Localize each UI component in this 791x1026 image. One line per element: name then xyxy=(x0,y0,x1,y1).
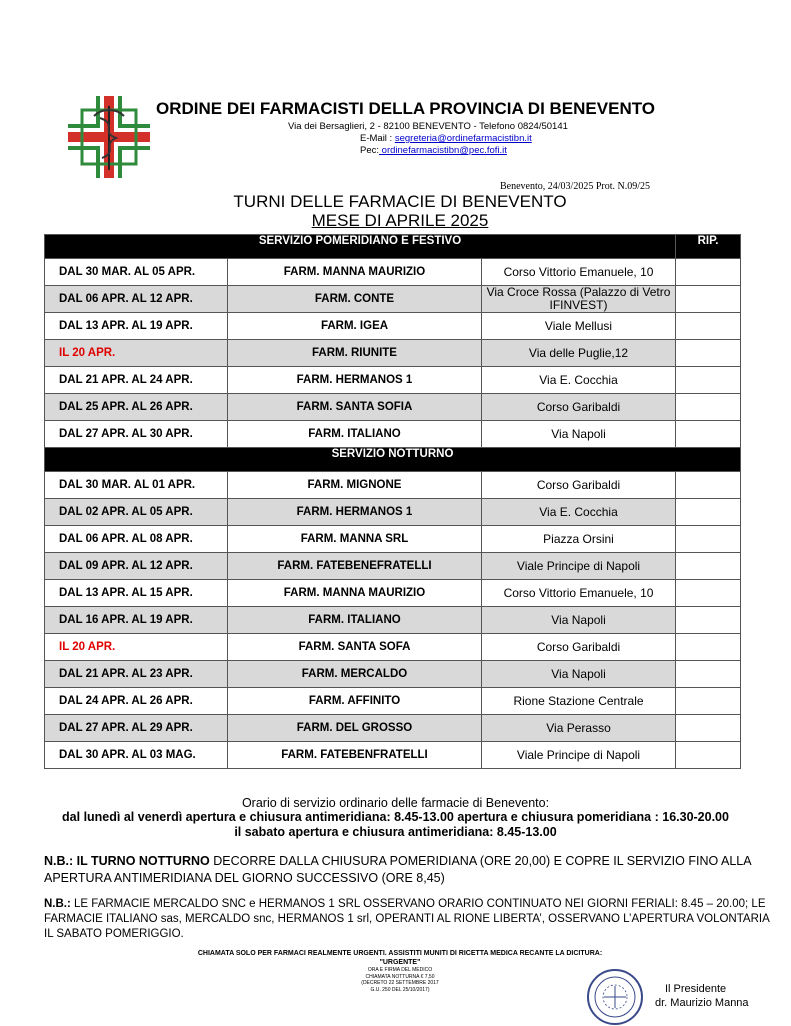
pharmacy-address: Piazza Orsini xyxy=(482,526,676,553)
table-row xyxy=(45,499,741,526)
decreto: (DECRETO 22 SETTEMBRE 2017 xyxy=(361,980,439,986)
document-title: TURNI DELLE FARMACIE DI BENEVENTO xyxy=(233,192,567,211)
rip-cell xyxy=(676,607,741,634)
pharmacy-address: Corso Vittorio Emanuele, 10 xyxy=(482,580,676,607)
pharmacy-address: Via Napoli xyxy=(482,607,676,634)
pharmacy-name: FARM. MANNA MAURIZIO xyxy=(228,259,482,286)
rip-cell xyxy=(676,742,741,769)
pharmacy-address: Via E. Cocchia xyxy=(482,499,676,526)
table-row xyxy=(45,715,741,742)
rip-cell xyxy=(676,499,741,526)
gazzetta: G.U. 250 DEL 25/10/2017) xyxy=(370,986,430,993)
section-title: SERVIZIO POMERIDIANO E FESTIVO xyxy=(45,235,676,259)
rip-cell xyxy=(676,340,741,367)
turno-date: DAL 06 APR. AL 08 APR. xyxy=(45,526,228,553)
pharmacy-name: FARM. CONTE xyxy=(228,286,482,313)
rip-cell xyxy=(676,580,741,607)
turno-date: DAL 06 APR. AL 12 APR. xyxy=(45,286,228,313)
rip-cell xyxy=(676,553,741,580)
turno-date: DAL 30 MAR. AL 01 APR. xyxy=(45,472,228,499)
table-row xyxy=(45,394,741,421)
turno-date: DAL 16 APR. AL 19 APR. xyxy=(45,607,228,634)
table-row xyxy=(45,553,741,580)
rip-cell xyxy=(676,394,741,421)
pharmacy-address: Via Napoli xyxy=(482,661,676,688)
pharmacy-name: FARM. FATEBENEFRATELLI xyxy=(228,553,482,580)
table-row xyxy=(45,472,741,499)
section-header-notturno xyxy=(45,448,741,472)
turno-date: DAL 24 APR. AL 26 APR. xyxy=(45,688,228,715)
pharmacy-name: FARM. MERCALDO xyxy=(228,661,482,688)
pharmacy-address: Viale Mellusi xyxy=(482,313,676,340)
pharmacy-address: Viale Principe di Napoli xyxy=(482,742,676,769)
pharmacy-address: Corso Garibaldi xyxy=(482,394,676,421)
turno-date: IL 20 APR. xyxy=(45,340,228,367)
org-title: ORDINE DEI FARMACISTI DELLA PROVINCIA DI BENEVENTO xyxy=(156,99,656,118)
rip-cell xyxy=(676,526,741,553)
turno-date: IL 20 APR. xyxy=(45,634,228,661)
rip-cell xyxy=(676,259,741,286)
presidente-signature: dr. Maurizio Manna xyxy=(655,997,749,1009)
orario-title: Orario di servizio ordinario delle farmacie di Benevento: xyxy=(241,796,550,810)
pharmacy-address: Viale Principe di Napoli xyxy=(482,553,676,580)
ordine-logo xyxy=(66,94,152,180)
email-line xyxy=(360,133,532,144)
official-stamp xyxy=(586,968,644,1026)
turno-date: DAL 21 APR. AL 23 APR. xyxy=(45,661,228,688)
pharmacy-address: Corso Garibaldi xyxy=(482,634,676,661)
turno-date: DAL 30 MAR. AL 05 APR. xyxy=(45,259,228,286)
chiamata-notturna: CHIAMATA NOTTURNA € 7,50 xyxy=(365,973,435,980)
pharmacy-name: FARM. SANTA SOFA xyxy=(228,634,482,661)
orario-weekdays: dal lunedì al venerdì apertura e chiusura antimeridiana: 8.45-13.00 apertura e chiusura pomeridiana : 16.30-20.00 xyxy=(62,810,729,824)
pharmacy-address: Corso Vittorio Emanuele, 10 xyxy=(482,259,676,286)
orario-saturday: il sabato apertura e chiusura antimeridiana: 8.45-13.00 xyxy=(234,825,557,839)
org-address: Via dei Bersaglieri, 2 - 82100 BENEVENTO - Telefono 0824/50141 xyxy=(288,121,568,132)
pharmacy-name: FARM. MANNA SRL xyxy=(228,526,482,553)
turno-date: DAL 21 APR. AL 24 APR. xyxy=(45,367,228,394)
pharmacy-address: Via delle Puglie,12 xyxy=(482,340,676,367)
presidente-label: Il Presidente xyxy=(665,983,727,995)
pharmacy-address: Via Croce Rossa (Palazzo di Vetro IFINVEST) xyxy=(482,286,676,313)
pec-line xyxy=(360,145,507,156)
rip-cell xyxy=(676,634,741,661)
pharmacy-address: Via Napoli xyxy=(482,421,676,448)
pharmacy-name: FARM. AFFINITO xyxy=(228,688,482,715)
rip-cell xyxy=(676,421,741,448)
table-row xyxy=(45,607,741,634)
email-link[interactable]: segreteria@ordinefarmacistibn.it xyxy=(394,133,532,144)
ora-firma: ORA E FIRMA DEL MEDICO xyxy=(367,967,433,973)
nota-label: N.B.: IL TURNO NOTTURNO xyxy=(44,854,210,868)
pharmacy-name: FARM. RIUNITE xyxy=(228,340,482,367)
pharmacy-address: Via E. Cocchia xyxy=(482,367,676,394)
table-row xyxy=(45,580,741,607)
pharmacy-name: FARM. DEL GROSSO xyxy=(228,715,482,742)
table-row xyxy=(45,367,741,394)
pharmacy-name: FARM. MIGNONE xyxy=(228,472,482,499)
turni-table xyxy=(44,234,741,769)
rip-cell xyxy=(676,661,741,688)
nota-label: N.B.: xyxy=(44,898,71,910)
pharmacy-name: FARM. SANTA SOFIA xyxy=(228,394,482,421)
table-row xyxy=(45,526,741,553)
table-row xyxy=(45,313,741,340)
table-row xyxy=(45,340,741,367)
turno-date: DAL 09 APR. AL 12 APR. xyxy=(45,553,228,580)
ricetta-details xyxy=(300,967,500,993)
rip-cell xyxy=(676,715,741,742)
rip-header: RIP. xyxy=(676,235,741,259)
nota-turno-notturno xyxy=(44,853,764,887)
table-row xyxy=(45,661,741,688)
pharmacy-name: FARM. ITALIANO xyxy=(228,607,482,634)
pharmacy-name: FARM. IGEA xyxy=(228,313,482,340)
pharmacy-address: Via Perasso xyxy=(482,715,676,742)
turno-date: DAL 13 APR. AL 15 APR. xyxy=(45,580,228,607)
turno-date: DAL 02 APR. AL 05 APR. xyxy=(45,499,228,526)
document-subtitle: MESE DI APRILE 2025 xyxy=(311,211,489,230)
rip-cell xyxy=(676,313,741,340)
pec-label: Pec: xyxy=(360,145,380,156)
section-title: SERVIZIO NOTTURNO xyxy=(45,448,741,472)
table-row xyxy=(45,688,741,715)
rip-cell xyxy=(676,688,741,715)
rip-cell xyxy=(676,286,741,313)
date-protocol: Benevento, 24/03/2025 Prot. N.09/25 xyxy=(500,181,650,192)
pec-link[interactable]: ordinefarmacistibn@pec.fofi.it xyxy=(379,145,507,156)
chiamata-urgente-note: CHIAMATA SOLO PER FARMACI REALMENTE URGENTI. ASSISTITI MUNITI DI RICETTA MEDICA RECANTE LA DICITURA: xyxy=(197,950,603,957)
pharmacy-name: FARM. HERMANOS 1 xyxy=(228,367,482,394)
table-row xyxy=(45,286,741,313)
nota-text: DECORRE DALLA CHIUSURA POMERIDIANA (ORE 20,00) E COPRE IL SERVIZIO FINO ALLA APERTURA ANTIMERIDIANA DEL GIORNO SUCCESSIVO (ORE 8,45) xyxy=(44,854,751,885)
urgente-label: "URGENTE" xyxy=(379,959,421,966)
pharmacy-address: Rione Stazione Centrale xyxy=(482,688,676,715)
table-row xyxy=(45,742,741,769)
pharmacy-name: FARM. FATEBENFRATELLI xyxy=(228,742,482,769)
nota-text: LE FARMACIE MERCALDO SNC e HERMANOS 1 SRL OSSERVANO ORARIO CONTINUATO NEI GIORNI FERIALI: 8.45 – 20.00; LE FARMACIE ITALIANO sas, MERCALDO snc, HERMANOS 1 srl, OPERANTI AL RIONE LIBERTA’, OSSERVANO L’APERTURA VOLONTARIA IL SABATO POMERIGGIO. xyxy=(44,898,770,940)
pharmacy-address: Corso Garibaldi xyxy=(482,472,676,499)
rip-cell xyxy=(676,367,741,394)
email-label: E-Mail : xyxy=(360,133,395,144)
section-header-pomeridiano xyxy=(45,235,741,259)
pharmacy-name: FARM. HERMANOS 1 xyxy=(228,499,482,526)
turno-date: DAL 25 APR. AL 26 APR. xyxy=(45,394,228,421)
pharmacy-name: FARM. ITALIANO xyxy=(228,421,482,448)
table-row xyxy=(45,634,741,661)
nota-orario-continuato xyxy=(44,897,774,942)
pharmacy-name: FARM. MANNA MAURIZIO xyxy=(228,580,482,607)
turno-date: DAL 27 APR. AL 29 APR. xyxy=(45,715,228,742)
turno-date: DAL 27 APR. AL 30 APR. xyxy=(45,421,228,448)
turno-date: DAL 13 APR. AL 19 APR. xyxy=(45,313,228,340)
rip-cell xyxy=(676,472,741,499)
table-row xyxy=(45,259,741,286)
turno-date: DAL 30 APR. AL 03 MAG. xyxy=(45,742,228,769)
table-row xyxy=(45,421,741,448)
